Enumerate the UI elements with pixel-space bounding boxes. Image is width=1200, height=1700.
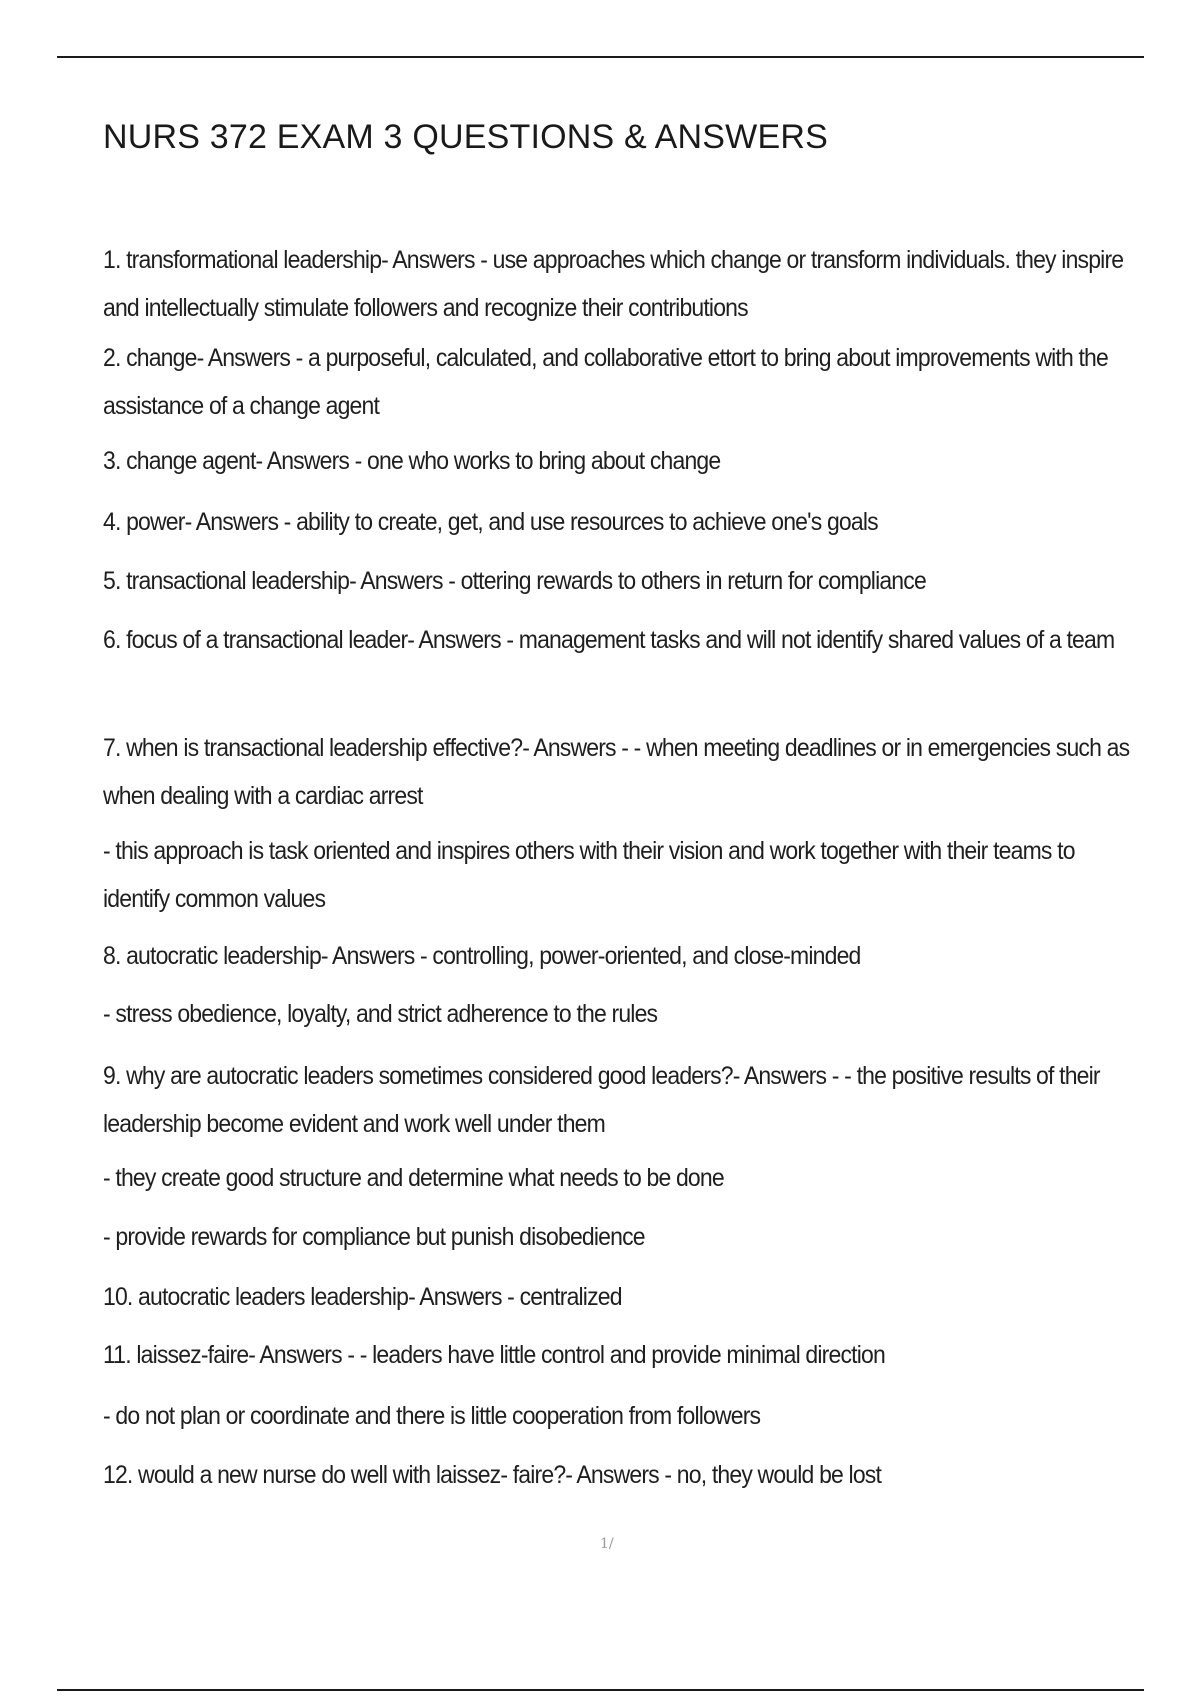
- qa-item-9-detail-2: - provide rewards for compliance but punish disobedience: [103, 1223, 645, 1251]
- qa-item-11: 11. laissez-faire- Answers - - leaders have little control and provide minimal direction: [103, 1341, 885, 1369]
- qa-item-1: 1. transformational leadership- Answers - use approaches which change or transform individuals. they inspire and intellectually stimulate followers and recognize their contributions: [103, 246, 1124, 322]
- qa-item-9-detail-1: - they create good structure and determine what needs to be done: [103, 1164, 724, 1192]
- qa-item-6: 6. focus of a transactional leader- Answers - management tasks and will not identify shared values of a team: [103, 626, 1115, 654]
- bottom-rule: [57, 1689, 1144, 1691]
- qa-item-7-detail: - this approach is task oriented and inspires others with their vision and work together with their teams to identify common values: [103, 837, 1075, 913]
- qa-item-8: 8. autocratic leadership- Answers - controlling, power-oriented, and close-minded: [103, 942, 861, 970]
- qa-item-2: 2. change- Answers - a purposeful, calculated, and collaborative ettort to bring about improvements with the assistance of a change agent: [103, 344, 1108, 420]
- qa-item-3: 3. change agent- Answers - one who works to bring about change: [103, 447, 721, 475]
- page-number: 1/: [600, 1536, 614, 1552]
- qa-item-7: 7. when is transactional leadership effective?- Answers - - when meeting deadlines or in emergencies such as when dealing with a cardiac arrest: [103, 734, 1130, 810]
- qa-item-9: 9. why are autocratic leaders sometimes considered good leaders?- Answers - - the positive results of their leadership become evident and work well under them: [103, 1062, 1100, 1138]
- qa-item-4: 4. power- Answers - ability to create, get, and use resources to achieve one's goals: [103, 508, 878, 536]
- top-rule: [57, 56, 1144, 58]
- qa-item-11-detail: - do not plan or coordinate and there is little cooperation from followers: [103, 1402, 761, 1430]
- qa-item-5: 5. transactional leadership- Answers - ottering rewards to others in return for compliance: [103, 567, 926, 595]
- qa-item-10: 10. autocratic leaders leadership- Answers - centralized: [103, 1283, 622, 1311]
- document-title: NURS 372 EXAM 3 QUESTIONS & ANSWERS: [103, 118, 828, 156]
- qa-item-12: 12. would a new nurse do well with laissez- faire?- Answers - no, they would be lost: [103, 1461, 882, 1489]
- qa-item-8-detail: - stress obedience, loyalty, and strict adherence to the rules: [103, 1000, 658, 1028]
